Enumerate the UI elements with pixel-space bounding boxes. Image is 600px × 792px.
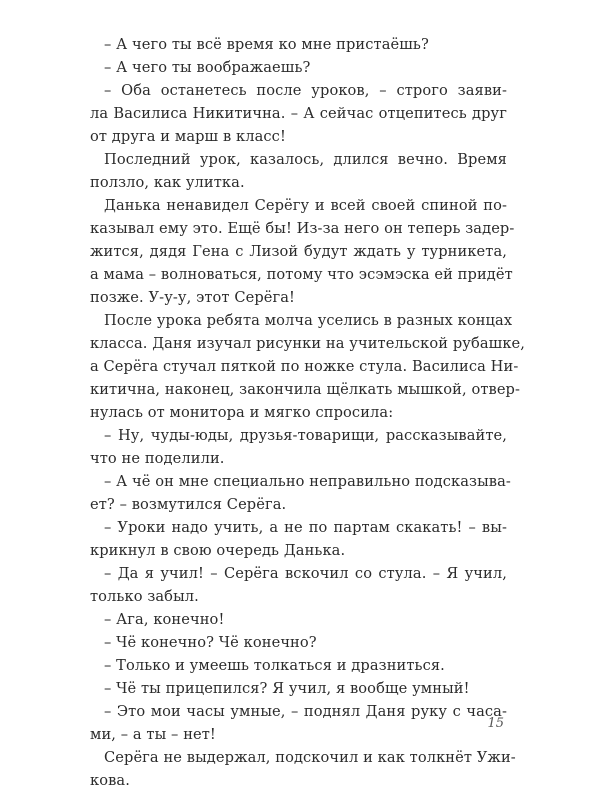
text-line: крикнул в свою очередь Данька.	[90, 542, 346, 559]
text-line: позже. У-у-у, этот Серёга!	[90, 289, 296, 306]
text-line: – Уроки надо учить, а не по партам скакать! – вы-	[104, 519, 507, 536]
text-line: После урока ребята молча уселись в разных концах	[104, 312, 513, 329]
text-line: а мама – волноваться, потому что эсэмэска ей придёт	[90, 266, 513, 283]
text-line: – А чего ты всё время ко мне пристаёшь?	[104, 36, 429, 53]
text-line: ла Василиса Никитична. – А сейчас отцепитесь друг	[90, 105, 507, 122]
text-line: что не поделили.	[90, 450, 225, 467]
text-line: – А чего ты воображаешь?	[104, 59, 311, 76]
text-line: Последний урок, казалось, длился вечно. Время	[104, 151, 507, 168]
text-line: а Серёга стучал пяткой по ножке стула. Василиса Ни-	[90, 358, 519, 375]
text-line: – Чё ты прицепился? Я учил, я вообще умный!	[104, 680, 470, 697]
text-line: ми, – а ты – нет!	[90, 726, 216, 743]
text-line: – Оба останетесь после уроков, – строго заяви-	[104, 82, 507, 99]
text-line: – Ну, чуды-юды, друзья-товарищи, рассказывайте,	[104, 427, 507, 444]
text-line: Серёга не выдержал, подскочил и как толкнёт Ужи-	[104, 749, 516, 766]
text-line: только забыл.	[90, 588, 199, 605]
text-line: китична, наконец, закончила щёлкать мышкой, отвер-	[90, 381, 521, 398]
text-line: класса. Даня изучал рисунки на учительской рубашке,	[90, 335, 526, 352]
text-line: кова.	[90, 772, 130, 789]
page-number: 15	[487, 716, 504, 731]
text-line: – А чё он мне специально неправильно подсказыва-	[104, 473, 511, 490]
text-line: от друга и марш в класс!	[90, 128, 286, 145]
body-text	[90, 33, 526, 792]
text-line: – Чё конечно? Чё конечно?	[104, 634, 317, 651]
text-line: – Это мои часы умные, – поднял Даня руку с часа-	[104, 703, 507, 720]
text-line: – Только и умеешь толкаться и дразниться.	[104, 657, 445, 674]
text-line: – Ага, конечно!	[104, 611, 225, 628]
text-line: ползло, как улитка.	[90, 174, 245, 191]
text-line: жится, дядя Гена с Лизой будут ждать у турникета,	[90, 243, 507, 260]
text-line: ет? – возмутился Серёга.	[90, 496, 287, 513]
text-line: Данька ненавидел Серёгу и всей своей спиной по-	[104, 197, 507, 214]
text-line: казывал ему это. Ещё бы! Из-за него он теперь задер-	[90, 220, 515, 237]
text-line: нулась от монитора и мягко спросила:	[90, 404, 394, 421]
text-line: – Да я учил! – Серёга вскочил со стула. – Я учил,	[104, 565, 507, 582]
